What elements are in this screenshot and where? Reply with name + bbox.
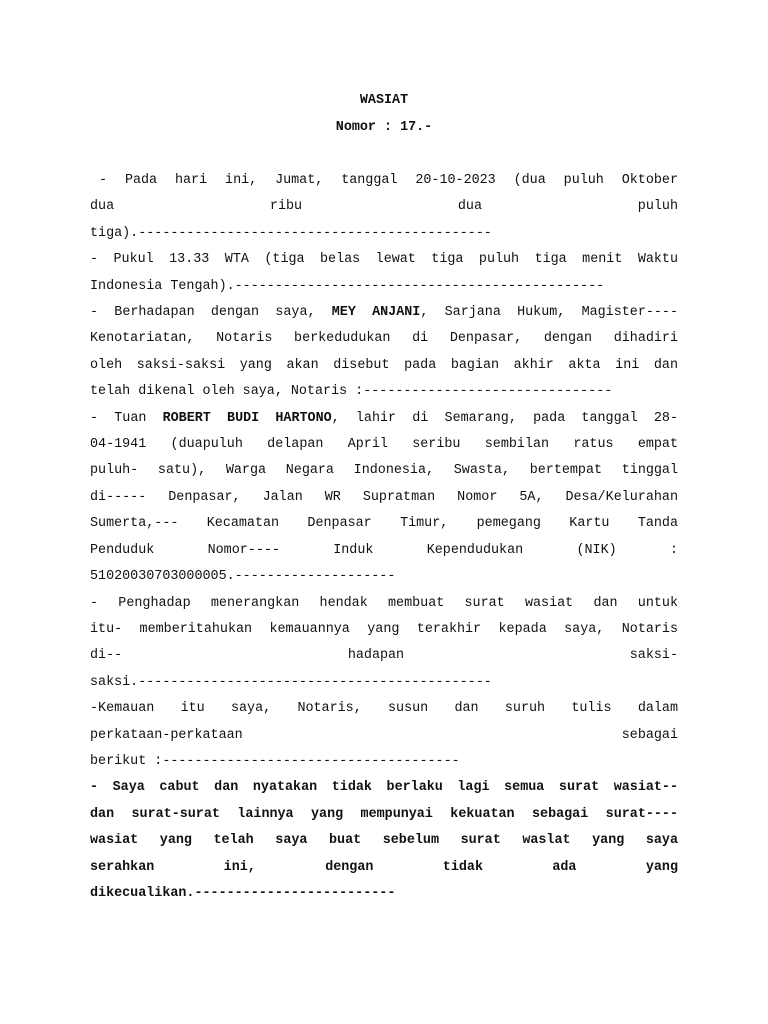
bold-name: ROBERT BUDI HARTONO	[162, 410, 332, 426]
paragraph-wishes	[90, 696, 678, 775]
paragraph-revocation	[90, 775, 678, 907]
text-line: - Penghadap menerangkan hendak membuat surat wasiat dan untuk	[90, 595, 678, 611]
text-line: saksi.--------------------------------------------	[90, 674, 492, 690]
bold-name: MEY ANJANI	[331, 305, 421, 321]
paragraph-notary	[90, 300, 678, 406]
text-line: Penduduk Nomor---- Induk Kependudukan (NIK) :	[90, 542, 678, 558]
text-line: perkataan-perkataan sebagai	[90, 727, 678, 743]
text-line-with-name: - Tuan ROBERT BUDI HARTONO, lahir di Semarang, pada tanggal 28-	[90, 410, 679, 426]
text-line: dikecualikan.-------------------------	[90, 885, 396, 901]
text-line: - Pukul 13.33 WTA (tiga belas lewat tiga puluh tiga menit Waktu	[90, 252, 678, 268]
text-line: Indonesia Tengah).----------------------------------------------	[90, 278, 605, 294]
text-line-with-name: - Berhadapan dengan saya, MEY ANJANI, Sarjana Hukum, Magister----	[90, 305, 678, 321]
text-line: 51020030703000005.--------------------	[90, 569, 396, 585]
text-line: dan surat-surat lainnya yang mempunyai kekuatan sebagai surat----	[90, 806, 678, 822]
text-line: dua ribu dua puluh	[90, 199, 678, 215]
text-line: di----- Denpasar, Jalan WR Supratman Nomor 5A, Desa/Kelurahan	[90, 489, 678, 505]
text-line: oleh saksi-saksi yang akan disebut pada bagian akhir akta ini dan	[90, 357, 678, 373]
text-line: serahkan ini, dengan tidak ada yang	[90, 859, 678, 875]
paragraph-testator	[90, 406, 678, 591]
text-line: di-- hadapan saksi-	[90, 648, 678, 664]
paragraph-date	[90, 168, 678, 247]
document-body	[90, 168, 678, 907]
text-line: tiga).--------------------------------------------	[90, 225, 492, 241]
paragraph-declaration	[90, 591, 678, 697]
text-line: telah dikenal oleh saya, Notaris :-------------------------------	[90, 384, 613, 400]
text-line: berikut :-------------------------------------	[90, 753, 460, 769]
document-title: WASIAT	[359, 93, 409, 108]
text-line: 04-1941 (duapuluh delapan April seribu sembilan ratus empat	[90, 437, 678, 453]
paragraph-time	[90, 247, 678, 300]
document-number: Nomor : 17.-	[335, 120, 433, 135]
text-line: -Kemauan itu saya, Notaris, susun dan suruh tulis dalam	[90, 701, 678, 717]
text-line: itu- memberitahukan kemauannya yang terakhir kepada saya, Notaris	[90, 621, 678, 637]
text-line: Kenotariatan, Notaris berkedudukan di Denpasar, dengan dihadiri	[90, 331, 678, 347]
text-line: - Saya cabut dan nyatakan tidak berlaku lagi semua surat wasiat--	[90, 780, 678, 796]
text-line: puluh- satu), Warga Negara Indonesia, Swasta, bertempat tinggal	[90, 463, 678, 479]
text-line: wasiat yang telah saya buat sebelum surat waslat yang saya	[90, 833, 678, 849]
text-line: - Pada hari ini, Jumat, tanggal 20-10-2023 (dua puluh Oktober	[99, 173, 678, 188]
text-line: Sumerta,--- Kecamatan Denpasar Timur, pemegang Kartu Tanda	[90, 516, 678, 532]
